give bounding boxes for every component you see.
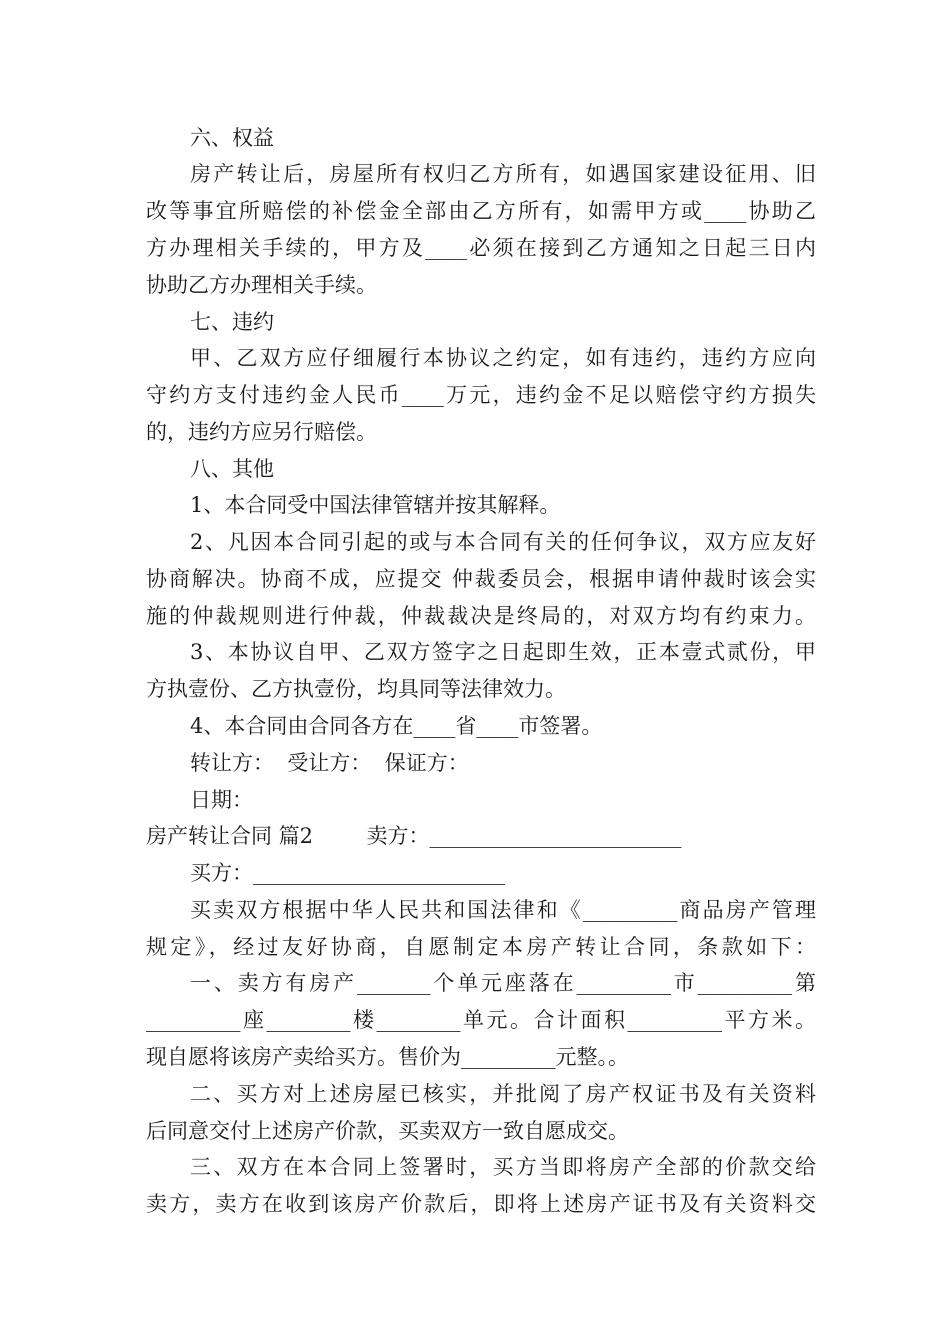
paragraph-line: 方办理相关手续的，甲方及____必须在接到乙方通知之日起三日内: [146, 236, 816, 260]
paragraph-line: 后同意交付上述房产价款，买卖双方一致自愿成交。: [146, 1119, 629, 1143]
paragraph-line: 协助乙方办理相关手续。: [146, 273, 377, 297]
signature-parties: 转让方： 受让方： 保证方：: [190, 751, 469, 775]
paragraph-line: 买卖双方根据中华人民共和国法律和《_________商品房产管理: [190, 898, 816, 922]
paragraph-line: _________座________楼________单元。合计面积_________平方米。: [146, 1008, 816, 1032]
paragraph-line: 一、卖方有房产_______个单元座落在_________市_________第: [190, 971, 816, 995]
clause-line: 施的仲裁规则进行仲裁，仲裁裁决是终局的，对双方均有约束力。: [146, 604, 816, 628]
heading-breach: 七、违约: [190, 310, 274, 334]
paragraph-line: 现自愿将该房产卖给买方。售价为_________元整。。: [146, 1045, 629, 1069]
clause-line: 方执壹份、乙方执壹份，均具同等法律效力。: [146, 677, 566, 701]
paragraph-line: 三、双方在本合同上签署时，买方当即将房产全部的价款交给: [190, 1155, 816, 1179]
heading-other: 八、其他: [190, 457, 274, 481]
clause-line: 协商解决。协商不成，应提交 仲裁委员会，根据申请仲裁时该会实: [146, 567, 816, 591]
clause-line: 1、本合同受中国法律管辖并按其解释。: [190, 493, 561, 517]
paragraph-line: 的，违约方应另行赔偿。: [146, 420, 377, 444]
clause-line: 4、本合同由合同各方在____省____市签署。: [190, 714, 603, 738]
paragraph-line: 守约方支付违约金人民币____万元，违约金不足以赔偿守约方损失: [146, 383, 816, 407]
paragraph-line: 改等事宜所赔偿的补偿金全部由乙方所有，如需甲方或____协助乙: [146, 199, 816, 223]
paragraph-line: 房产转让后，房屋所有权归乙方所有，如遇国家建设征用、旧: [190, 162, 816, 186]
paragraph-line: 甲、乙双方应仔细履行本协议之约定，如有违约，违约方应向: [190, 346, 816, 370]
paragraph-line: 二、买方对上述房屋已核实，并批阅了房产权证书及有关资料: [190, 1082, 816, 1106]
heading-rights: 六、权益: [190, 126, 274, 150]
clause-line: 2、凡因本合同引起的或与本合同有关的任何争议，双方应友好: [190, 530, 816, 554]
date-line: 日期：: [190, 788, 253, 812]
buyer-line: 买方：________________________: [190, 861, 505, 885]
paragraph-line: 卖方，卖方在收到该房产价款后，即将上述房产证书及有关资料交: [146, 1192, 816, 1216]
clause-line: 3、本协议自甲、乙双方签字之日起即生效，正本壹式贰份，甲: [190, 640, 816, 664]
paragraph-line: 规定》，经过友好协商，自愿制定本房产转让合同，条款如下：: [146, 935, 816, 959]
contract-title-seller: 房产转让合同 篇2 卖方：________________________: [146, 824, 682, 848]
